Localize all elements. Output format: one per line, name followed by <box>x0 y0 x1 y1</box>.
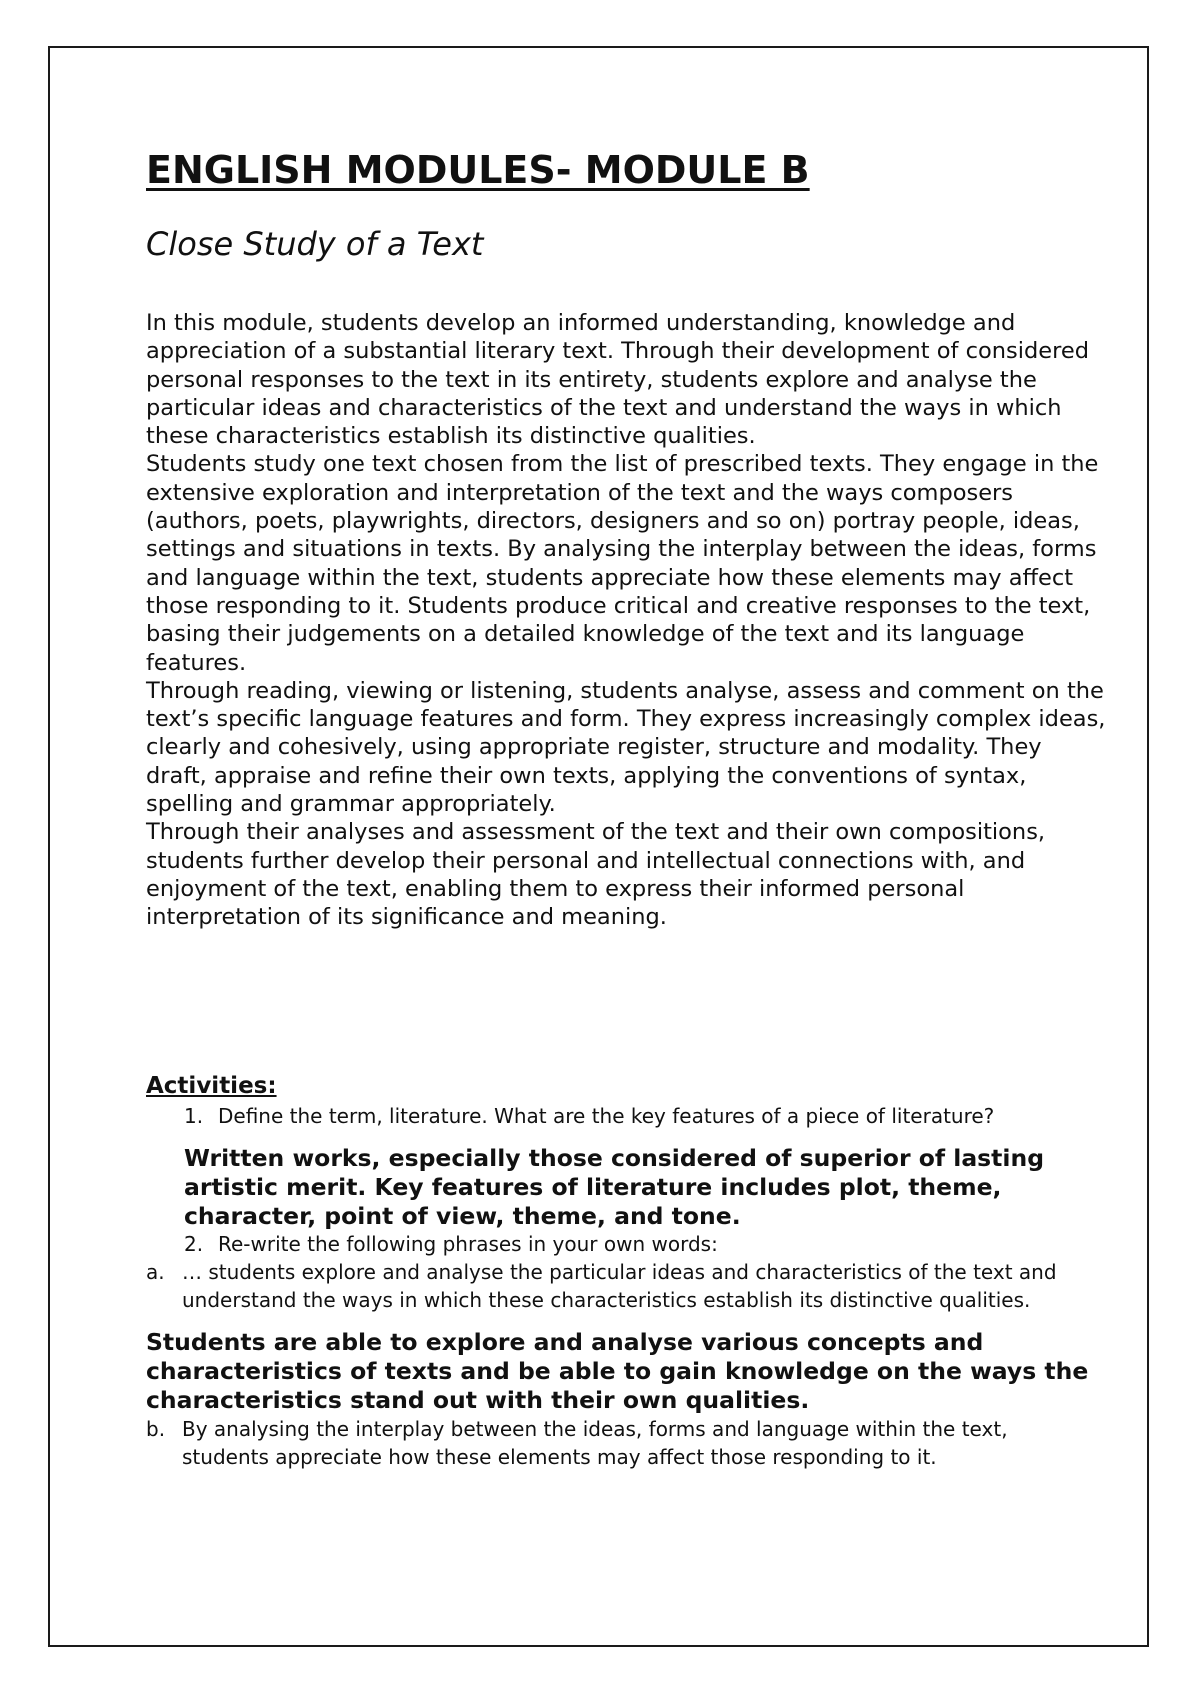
paragraph: In this module, students develop an informed understanding, knowledge and appreciation of a substantial literary text. Through their development of considered personal responses to the text in its entirety, students explore and analyse the particular ideas and characteristics of the text and understand the ways in which these characteristics establish its distinctive qualities. <box>146 310 1090 450</box>
question-text: Re-write the following phrases in your own words: <box>218 1232 718 1256</box>
question-text: By analysing the interplay between the ideas, forms and language within the text, students appreciate how these elements may affect those responding to it. <box>182 1417 1008 1469</box>
answer-2a: Students are able to explore and analyse various concepts and characteristics of texts and be able to gain knowledge on the ways the characteristics stand out with their own qualities. <box>146 1328 1089 1414</box>
question-text: … students explore and analyse the particular ideas and characteristics of the text and understand the ways in which these characteristics establish its distinctive qualities. <box>182 1260 1057 1312</box>
question-2b <box>146 1415 1096 1471</box>
answer-1: Written works, especially those considered of superior of lasting artistic merit. Key features of literature includes plot, theme, character, point of view, theme, and tone. <box>184 1144 1045 1230</box>
question-1 <box>146 1102 1096 1130</box>
document-subtitle: Close Study of a Text <box>146 225 484 263</box>
document-title: ENGLISH MODULES- MODULE B <box>146 148 810 192</box>
activities-heading: Activities: <box>146 1073 277 1099</box>
paragraph: Students study one text chosen from the list of prescribed texts. They engage in the extensive exploration and interpretation of the text and the ways composers (authors, poets, playwrights, directors, designers and so on) portray people, ideas, settings and situations in texts. By analysing the interplay between the ideas, forms and language within the text, students appreciate how these elements may affect those responding to it. Students produce critical and creative responses to the text, basing their judgements on a detailed knowledge of the text and its language features. <box>146 451 1099 676</box>
question-2a <box>146 1258 1096 1314</box>
question-2 <box>146 1230 1096 1258</box>
paragraph: Through reading, viewing or listening, students analyse, assess and comment on the text’s specific language features and form. They express increasingly complex ideas, clearly and cohesively, using appropriate register, structure and modality. They draft, appraise and refine their own texts, applying the conventions of syntax, spelling and grammar appropriately. <box>146 677 1106 818</box>
question-text: Define the term, literature. What are the key features of a piece of literature? <box>218 1104 995 1128</box>
activities-section <box>146 1071 1096 1471</box>
question-number: 1. <box>184 1104 204 1128</box>
question-number: 2. <box>184 1232 204 1256</box>
question-letter: b. <box>146 1417 166 1441</box>
paragraph: Through their analyses and assessment of the text and their own compositions, students further develop their personal and intellectual connections with, and enjoyment of the text, enabling them to express their informed personal interpretation of its significance and meaning. <box>146 819 1046 931</box>
question-letter: a. <box>146 1260 165 1284</box>
module-description <box>146 309 1106 932</box>
